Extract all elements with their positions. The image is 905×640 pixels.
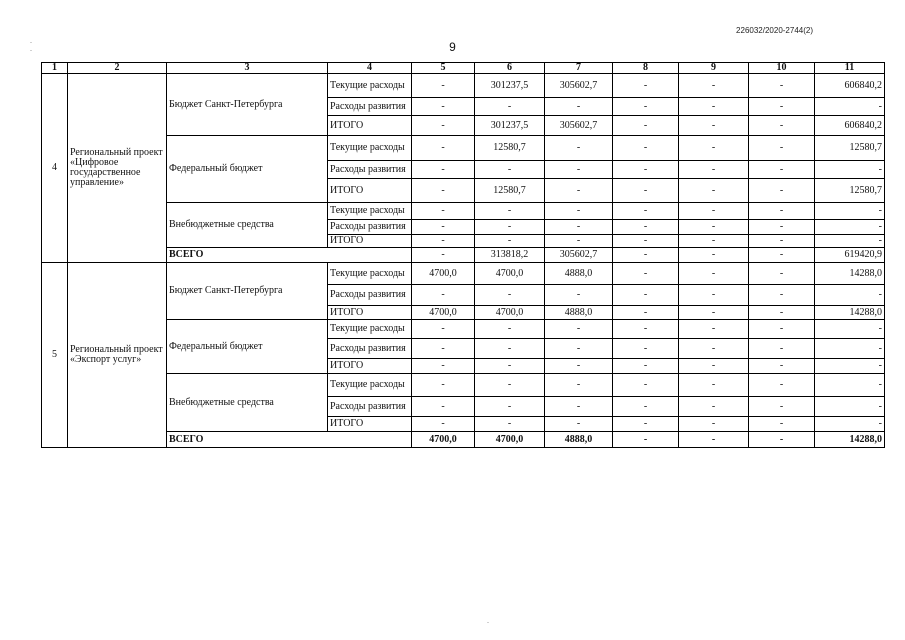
value-cell: 606840,2 <box>815 74 885 98</box>
value-cell: - <box>749 161 815 179</box>
value-cell: - <box>545 374 613 397</box>
column-header: 4 <box>328 63 412 74</box>
total-value: 14288,0 <box>815 432 885 448</box>
column-header: 1 <box>42 63 68 74</box>
value-cell: - <box>545 203 613 220</box>
value-cell: - <box>749 359 815 374</box>
value-cell: 4700,0 <box>412 263 475 285</box>
value-cell: - <box>613 397 679 417</box>
value-cell: - <box>749 220 815 235</box>
value-cell: - <box>679 74 749 98</box>
value-cell: - <box>815 417 885 432</box>
value-cell: - <box>613 136 679 161</box>
value-cell: - <box>749 263 815 285</box>
total-row <box>42 248 885 263</box>
value-cell: 14288,0 <box>815 306 885 320</box>
expense-type: Текущие расходы <box>328 263 412 285</box>
value-cell: - <box>749 306 815 320</box>
value-cell: - <box>815 320 885 339</box>
value-cell: - <box>815 359 885 374</box>
value-cell: 4700,0 <box>412 306 475 320</box>
value-cell: - <box>412 74 475 98</box>
value-cell: - <box>545 235 613 248</box>
value-cell: - <box>545 285 613 306</box>
value-cell: 305602,7 <box>545 116 613 136</box>
value-cell: - <box>545 161 613 179</box>
expense-type: Текущие расходы <box>328 136 412 161</box>
expense-type: Расходы развития <box>328 161 412 179</box>
value-cell: - <box>412 116 475 136</box>
page-number: 9 <box>449 40 456 54</box>
value-cell: - <box>815 397 885 417</box>
project-number: 5 <box>42 263 68 448</box>
total-value: - <box>613 432 679 448</box>
table-row <box>42 136 885 161</box>
value-cell: - <box>815 235 885 248</box>
project-number: 4 <box>42 74 68 263</box>
value-cell: 301237,5 <box>475 116 545 136</box>
expense-type: Расходы развития <box>328 397 412 417</box>
expense-type: Текущие расходы <box>328 374 412 397</box>
total-label: ВСЕГО <box>167 432 412 448</box>
scan-mark: . <box>30 44 32 53</box>
value-cell: - <box>679 235 749 248</box>
value-cell: 305602,7 <box>545 74 613 98</box>
value-cell: - <box>412 320 475 339</box>
funding-source: Бюджет Санкт-Петербурга <box>167 263 328 320</box>
value-cell: - <box>412 397 475 417</box>
value-cell: - <box>475 417 545 432</box>
total-row <box>42 432 885 448</box>
value-cell: - <box>815 339 885 359</box>
value-cell: - <box>749 116 815 136</box>
funding-source: Федеральный бюджет <box>167 320 328 374</box>
value-cell: - <box>679 203 749 220</box>
project-name: Региональный проект «Экспорт услуг» <box>68 263 167 448</box>
expense-type: ИТОГО <box>328 235 412 248</box>
column-header: 7 <box>545 63 613 74</box>
value-cell: - <box>412 359 475 374</box>
value-cell: - <box>412 136 475 161</box>
value-cell: - <box>613 306 679 320</box>
expense-type: Текущие расходы <box>328 74 412 98</box>
value-cell: - <box>679 285 749 306</box>
value-cell: - <box>749 74 815 98</box>
value-cell: - <box>749 374 815 397</box>
table-row <box>42 320 885 339</box>
value-cell: - <box>679 263 749 285</box>
value-cell: - <box>475 339 545 359</box>
value-cell: - <box>412 220 475 235</box>
expense-type: ИТОГО <box>328 116 412 136</box>
total-label: ВСЕГО <box>167 248 412 263</box>
value-cell: - <box>475 235 545 248</box>
value-cell: 12580,7 <box>815 179 885 203</box>
value-cell: - <box>545 397 613 417</box>
value-cell: - <box>412 179 475 203</box>
value-cell: - <box>475 285 545 306</box>
value-cell: - <box>749 98 815 116</box>
value-cell: - <box>679 339 749 359</box>
value-cell: - <box>545 179 613 203</box>
value-cell: 4700,0 <box>475 306 545 320</box>
expense-type: Текущие расходы <box>328 203 412 220</box>
expense-type: ИТОГО <box>328 417 412 432</box>
column-header: 6 <box>475 63 545 74</box>
value-cell: - <box>815 374 885 397</box>
value-cell: - <box>613 374 679 397</box>
value-cell: - <box>679 320 749 339</box>
value-cell: - <box>679 374 749 397</box>
value-cell: - <box>613 320 679 339</box>
value-cell: - <box>679 359 749 374</box>
column-header: 2 <box>68 63 167 74</box>
total-value: 4700,0 <box>412 432 475 448</box>
value-cell: - <box>749 397 815 417</box>
value-cell: - <box>679 220 749 235</box>
table-row <box>42 203 885 220</box>
funding-source: Федеральный бюджет <box>167 136 328 203</box>
value-cell: - <box>815 285 885 306</box>
total-value: 313818,2 <box>475 248 545 263</box>
total-value: - <box>679 248 749 263</box>
value-cell: 12580,7 <box>815 136 885 161</box>
value-cell: 12580,7 <box>475 136 545 161</box>
value-cell: 606840,2 <box>815 116 885 136</box>
value-cell: - <box>613 203 679 220</box>
value-cell: - <box>545 98 613 116</box>
total-value: 4888,0 <box>545 432 613 448</box>
value-cell: - <box>679 98 749 116</box>
value-cell: - <box>679 179 749 203</box>
total-value: 619420,9 <box>815 248 885 263</box>
value-cell: 4700,0 <box>475 263 545 285</box>
value-cell: - <box>815 98 885 116</box>
value-cell: - <box>475 320 545 339</box>
column-header: 11 <box>815 63 885 74</box>
value-cell: - <box>475 374 545 397</box>
table-row <box>42 263 885 285</box>
column-header: 8 <box>613 63 679 74</box>
value-cell: - <box>613 339 679 359</box>
value-cell: - <box>475 161 545 179</box>
value-cell: - <box>613 74 679 98</box>
expense-type: ИТОГО <box>328 306 412 320</box>
column-header: 9 <box>679 63 749 74</box>
value-cell: - <box>412 374 475 397</box>
value-cell: - <box>475 220 545 235</box>
funding-source: Внебюджетные средства <box>167 203 328 248</box>
total-value: 305602,7 <box>545 248 613 263</box>
value-cell: - <box>545 339 613 359</box>
value-cell: - <box>749 285 815 306</box>
value-cell: - <box>545 417 613 432</box>
value-cell: - <box>613 359 679 374</box>
funding-source: Бюджет Санкт-Петербурга <box>167 74 328 136</box>
value-cell: - <box>545 136 613 161</box>
value-cell: - <box>475 359 545 374</box>
value-cell: 12580,7 <box>475 179 545 203</box>
value-cell: - <box>475 397 545 417</box>
value-cell: - <box>749 179 815 203</box>
value-cell: - <box>749 417 815 432</box>
expense-type: Расходы развития <box>328 285 412 306</box>
value-cell: - <box>815 220 885 235</box>
value-cell: - <box>749 203 815 220</box>
value-cell: - <box>613 179 679 203</box>
project-name: Региональный проект «Цифровое государственное управление» <box>68 74 167 263</box>
value-cell: - <box>412 339 475 359</box>
expense-type: ИТОГО <box>328 359 412 374</box>
value-cell: - <box>613 285 679 306</box>
value-cell: - <box>749 235 815 248</box>
value-cell: - <box>749 320 815 339</box>
value-cell: 4888,0 <box>545 306 613 320</box>
expense-type: Расходы развития <box>328 339 412 359</box>
value-cell: - <box>412 203 475 220</box>
value-cell: - <box>815 203 885 220</box>
table-row <box>42 74 885 98</box>
table-row <box>42 374 885 397</box>
value-cell: 14288,0 <box>815 263 885 285</box>
value-cell: - <box>613 220 679 235</box>
total-value: 4700,0 <box>475 432 545 448</box>
column-header: 10 <box>749 63 815 74</box>
value-cell: - <box>545 220 613 235</box>
value-cell: - <box>613 98 679 116</box>
value-cell: - <box>412 98 475 116</box>
column-header: 3 <box>167 63 328 74</box>
total-value: - <box>412 248 475 263</box>
value-cell: - <box>412 285 475 306</box>
value-cell: - <box>613 235 679 248</box>
header-row <box>42 63 885 74</box>
total-value: - <box>749 248 815 263</box>
document-number: 226032/2020-2744(2) <box>736 26 813 35</box>
expense-type: Расходы развития <box>328 98 412 116</box>
value-cell: - <box>545 320 613 339</box>
value-cell: - <box>475 98 545 116</box>
value-cell: 301237,5 <box>475 74 545 98</box>
value-cell: - <box>749 136 815 161</box>
value-cell: - <box>613 161 679 179</box>
funding-source: Внебюджетные средства <box>167 374 328 432</box>
value-cell: - <box>545 359 613 374</box>
value-cell: - <box>475 203 545 220</box>
value-cell: - <box>613 417 679 432</box>
value-cell: - <box>679 116 749 136</box>
value-cell: - <box>613 263 679 285</box>
value-cell: - <box>749 339 815 359</box>
budget-table <box>41 62 885 448</box>
value-cell: - <box>679 417 749 432</box>
expense-type: Расходы развития <box>328 220 412 235</box>
value-cell: 4888,0 <box>545 263 613 285</box>
total-value: - <box>679 432 749 448</box>
value-cell: - <box>679 161 749 179</box>
value-cell: - <box>412 235 475 248</box>
table-body <box>42 63 885 448</box>
value-cell: - <box>679 397 749 417</box>
expense-type: Текущие расходы <box>328 320 412 339</box>
total-value: - <box>749 432 815 448</box>
scan-mark: . <box>487 616 489 625</box>
scan-mark: . <box>30 36 32 45</box>
value-cell: - <box>679 136 749 161</box>
value-cell: - <box>412 417 475 432</box>
total-value: - <box>613 248 679 263</box>
expense-type: ИТОГО <box>328 179 412 203</box>
column-header: 5 <box>412 63 475 74</box>
value-cell: - <box>412 161 475 179</box>
value-cell: - <box>679 306 749 320</box>
value-cell: - <box>613 116 679 136</box>
value-cell: - <box>815 161 885 179</box>
